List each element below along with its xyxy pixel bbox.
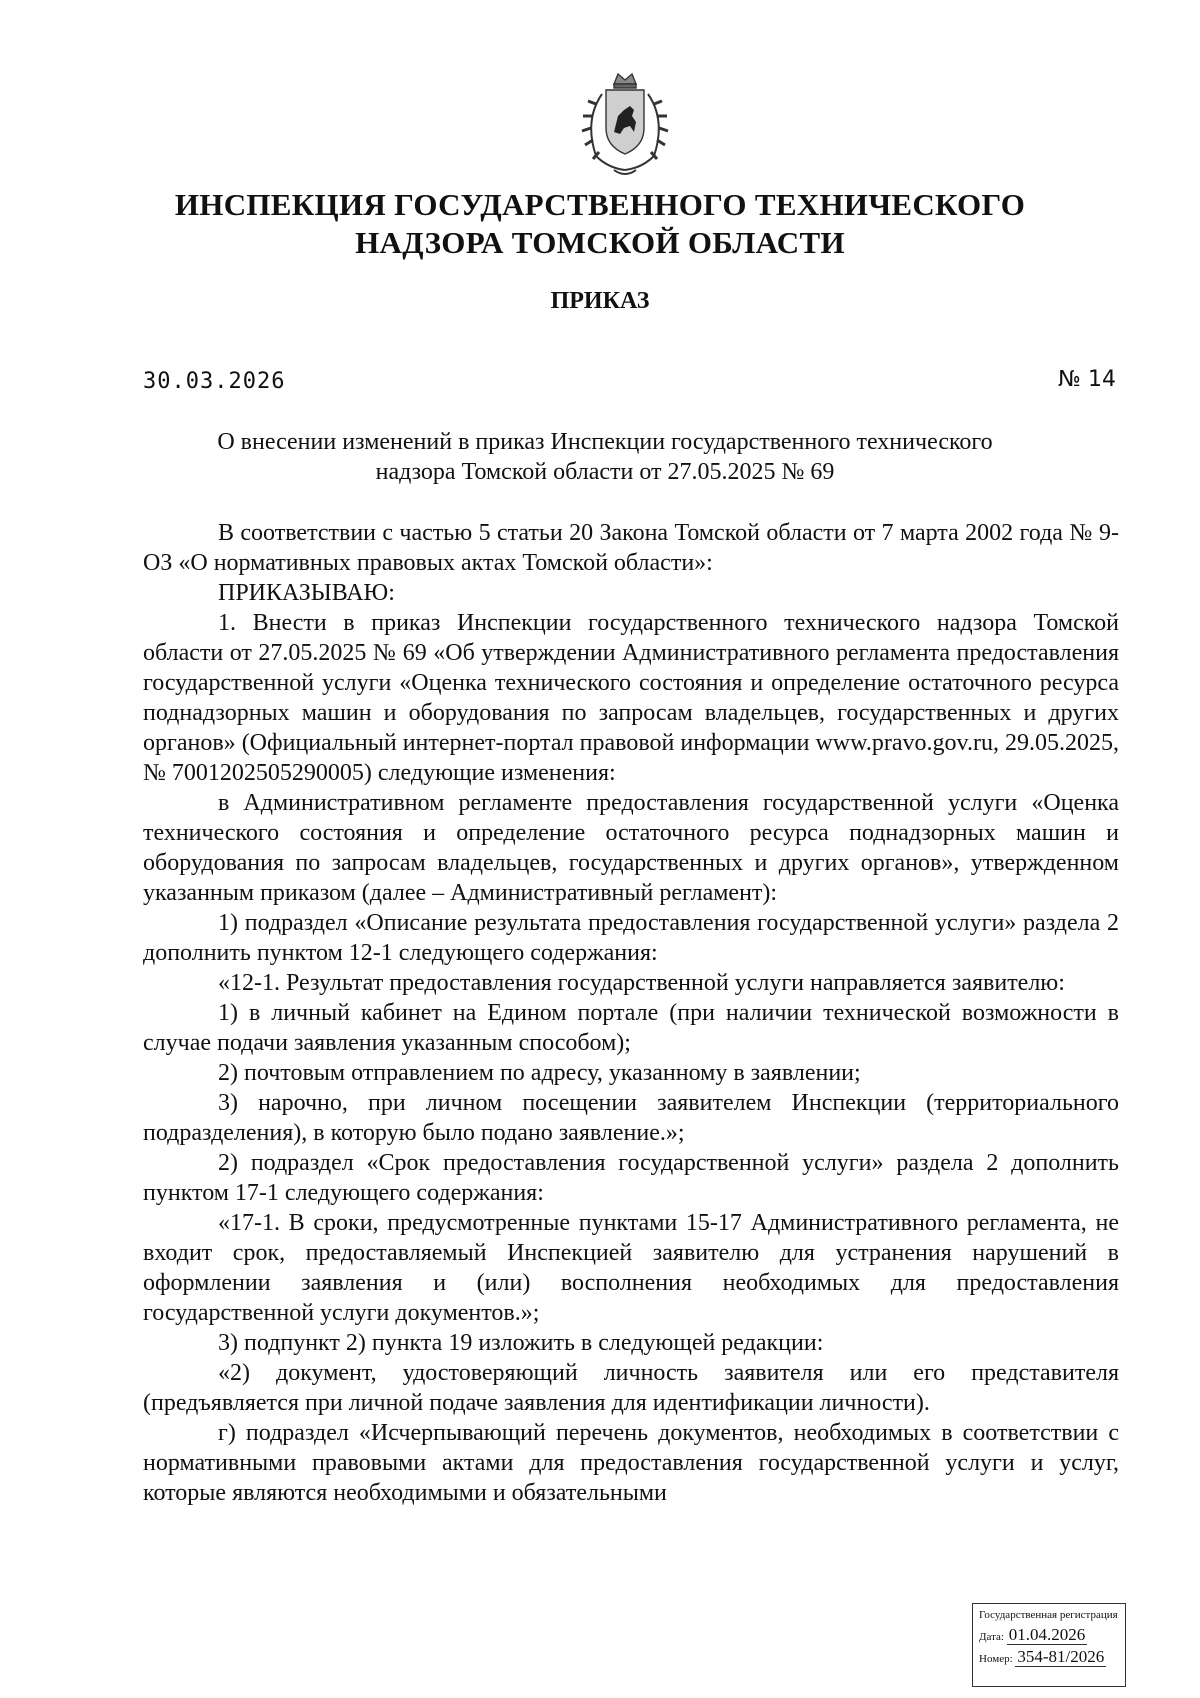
order-number: № 14 <box>1058 367 1116 392</box>
body-paragraph-regulation-intro: в Административном регламенте предоставления государственной услуги «Оценка технического состояния и определение остаточного ресурса поднадзорных машин и оборудования по запросам владельцев, государственных и других органов», утвержденном указанным приказом (далее – Административный регламент): <box>143 790 1119 906</box>
registration-date-label: Дата: <box>979 1631 1004 1643</box>
body-paragraph-point-17-1: «17-1. В сроки, предусмотренные пунктами 15-17 Административного регламента, не входит срок, предоставляемый Инспекцией заявителю для устранения нарушений в оформлении заявления и (или) восполнения необходимых для предоставления государственной услуги документов.»; <box>143 1210 1119 1326</box>
body-paragraph-subsection-3: 3) подпункт 2) пункта 19 изложить в следующей редакции: <box>218 1330 824 1356</box>
registration-date-value: 01.04.2026 <box>1008 1625 1086 1644</box>
document-type-title: ПРИКАЗ <box>550 288 650 314</box>
body-paragraph-item-1: 1. Внести в приказ Инспекции государственного технического надзора Томской области от 27.05.2025 № 69 «Об утверждении Административного регламента предоставления государственной услуги «Оценка технического состояния и определение остаточного ресурса поднадзорных машин и оборудования по запросам владельцев, государственных и других органов» (Официальный интернет-портал правовой информации www.pravo.gov.ru, 29.05.2025, № 7001202505290005) следующие изменения: <box>143 610 1119 786</box>
organization-title <box>0 186 1200 262</box>
registration-stamp-title: Государственная регистрация <box>979 1609 1118 1621</box>
body-paragraph-subsection-2: 2) подраздел «Срок предоставления государственной услуги» раздела 2 дополнить пунктом 17-1 следующего содержания: <box>143 1150 1119 1206</box>
body-paragraph-order-word: ПРИКАЗЫВАЮ: <box>218 580 395 606</box>
body-paragraph-subsection-g: г) подраздел «Исчерпывающий перечень документов, необходимых в соответствии с нормативными правовыми актами для предоставления государственной услуги и услуг, которые являются необходимыми и обязательными <box>143 1420 1119 1506</box>
order-subject-line1: О внесении изменений в приказ Инспекции государственного технического <box>217 429 993 455</box>
registration-number-label: Номер: <box>979 1653 1013 1665</box>
body-paragraph-legal-basis: В соответствии с частью 5 статьи 20 Закона Томской области от 7 марта 2002 года № 9-ОЗ «О нормативных правовых актах Томской области»: <box>143 520 1119 576</box>
body-paragraph-delivery-1: 1) в личный кабинет на Едином портале (при наличии технической возможности в случае подачи заявления указанным способом); <box>143 1000 1119 1056</box>
registration-date-row <box>979 1625 1119 1644</box>
body-paragraph-delivery-3: 3) нарочно, при личном посещении заявителем Инспекции (территориального подразделения), в которую было подано заявление.»; <box>143 1090 1119 1146</box>
coat-of-arms-icon <box>574 70 676 180</box>
registration-number-row <box>979 1647 1119 1666</box>
order-date: 30.03.2026 <box>143 369 286 394</box>
body-paragraph-identity-document: «2) документ, удостоверяющий личность заявителя или его представителя (предъявляется при личной подаче заявления для идентификации личности). <box>143 1360 1119 1416</box>
registration-stamp <box>972 1603 1126 1687</box>
body-paragraph-delivery-2: 2) почтовым отправлением по адресу, указанному в заявлении; <box>218 1060 861 1086</box>
order-subject <box>180 427 1030 487</box>
order-body <box>143 518 1119 1508</box>
organization-title-line2: НАДЗОРА ТОМСКОЙ ОБЛАСТИ <box>355 225 845 260</box>
order-subject-line2: надзора Томской области от 27.05.2025 № 69 <box>375 459 835 485</box>
body-paragraph-subsection-1: 1) подраздел «Описание результата предоставления государственной услуги» раздела 2 дополнить пунктом 12-1 следующего содержания: <box>143 910 1119 966</box>
registration-number-value: 354-81/2026 <box>1017 1647 1105 1666</box>
organization-title-line1: ИНСПЕКЦИЯ ГОСУДАРСТВЕННОГО ТЕХНИЧЕСКОГО <box>174 187 1026 222</box>
body-paragraph-point-12-1: «12-1. Результат предоставления государственной услуги направляется заявителю: <box>218 970 1065 996</box>
